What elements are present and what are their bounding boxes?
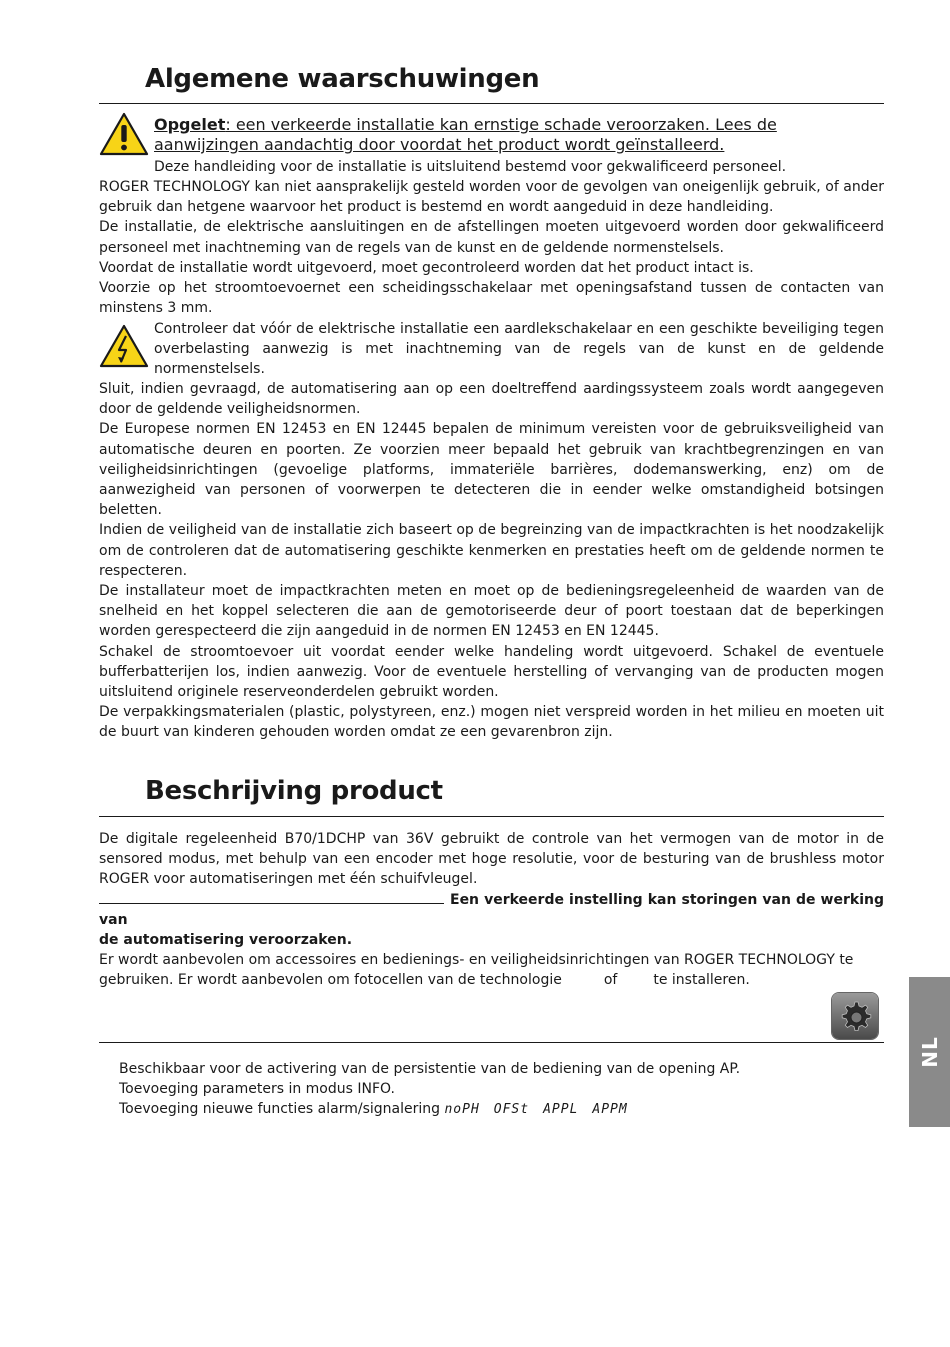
bold-warning-end: de automatisering veroorzaken.	[99, 932, 353, 949]
changelog-rule	[99, 1042, 884, 1043]
paragraph: De Europese normen EN 12453 en EN 12445 bepalen de minimum vereisten voor de gebruiksveiligheid van automatische deuren en poorten. Ze voorzien meer bepaald het gebruik van krachtbegrenzingen en van veiligheidsinrichtingen (gevoelige platforms, immateriële barrières, dodemanswerking, enz) om de aanwezigheid van personen of voorwerpen te detecteren die in eender welke omstandigheid botsingen beletten.	[99, 421, 884, 519]
blank-underline	[99, 890, 444, 904]
intro-line: Deze handleiding voor de installatie is uitsluitend bestemd voor gekwalificeerd personeel.	[154, 159, 787, 175]
language-tab-label: NL	[917, 1036, 942, 1068]
paragraph-line: gebruiken. Er wordt aanbevolen om fotocellen van de technologie of te installeren.	[99, 972, 750, 989]
changelog-item-alarm: Toevoeging nieuwe functies alarm/signalering noPH OFSt APPL APPM	[119, 1099, 879, 1120]
paragraph: Schakel de stroomtoevoer uit voordat eender welke handeling wordt uitgevoerd. Schakel de eventuele bufferbatterijen los, indien aanwezig. Voor de eventuele herstelling of vervanging van de producten mogen uitsluitend originele reserveonderdelen gebruikt worden.	[99, 643, 884, 701]
paragraph: ROGER TECHNOLOGY kan niet aansprakelijk gesteld worden voor de gevolgen van oneigenlijk gebruik, of ander gebruik dan hetgene waarvoor het product is bestemd en wordt aangeduid in deze handleiding.	[99, 179, 884, 216]
paragraph: De installatie, de elektrische aansluitingen en de afstellingen moeten uitgevoerd worden door gekwalificeerd personeel met inachtneming van de regels van de kunst en de geldende normenstelsels.	[99, 219, 884, 256]
paragraph: De installateur moet de impactkrachten meten en moet op de bedieningsregeleenheid de waarden van de snelheid en het koppel selecteren die aan de gemotoriseerde deur of poort toestaan dat de beperkingen worden gerespecteerd die zijn aangeduid in de normen EN 12453 en EN 12445.	[99, 583, 884, 640]
alarm-code: OFSt	[493, 1102, 530, 1118]
paragraph: Voordat de installatie wordt uitgevoerd, moet gecontroleerd worden dat het product intact is.	[99, 259, 754, 276]
alarm-code: APPM	[592, 1102, 628, 1118]
paragraph: Er wordt aanbevolen om accessoires en bedienings- en veiligheidsinrichtingen van ROGER TECHNOLOGY te	[99, 952, 854, 969]
bold-warning: Een verkeerde instelling kan storingen van de werking van	[99, 891, 884, 928]
gear-icon	[832, 993, 878, 1039]
alarm-code: noPH	[444, 1102, 480, 1118]
paragraphs-block-a	[99, 177, 884, 318]
alarm-codes	[444, 1102, 641, 1117]
changelog-item: Beschikbaar voor de activering van de persistentie van de bediening van de opening AP.	[119, 1061, 741, 1077]
changelog-list	[119, 1059, 879, 1121]
paragraphs-block-b	[99, 379, 884, 743]
product-description	[99, 829, 884, 991]
changelog-item: Toevoeging parameters in modus INFO.	[119, 1081, 395, 1098]
paragraph: Indien de veiligheid van de installatie zich baseert op de begreinzing van de impactkrachten is het noodzakelijk om de controleren dat de automatisering geschikte kenmerken en prestaties heeft om de geldende normen te respecteren.	[99, 522, 884, 579]
warning-lead: Opgelet	[154, 115, 226, 134]
section-title-warnings: Algemene waarschuwingen	[145, 64, 540, 94]
alarm-code: APPL	[543, 1102, 579, 1118]
section-rule	[99, 103, 884, 104]
paragraph: Voorzie op het stroomtoevoernet een scheidingsschakelaar met openingsafstand tussen de contacten van minstens 3 mm.	[99, 280, 884, 317]
language-tab	[909, 977, 950, 1127]
section-title-product: Beschrijving product	[145, 776, 443, 806]
electric-warning-text: Controleer dat vóór de elektrische installatie een aardlekschakelaar en een geschikte beveiliging tegen overbelasting aanwezig is met inachtneming van de regels van de kunst en de geldende normenstelsels.	[154, 321, 884, 378]
paragraph: De digitale regeleenheid B70/1DCHP van 36V gebruikt de controle van het vermogen van de motor in de sensored modus, met behulp van een encoder met hoge resolutie, voor de besturing van de brushless motor ROGER voor automatiseringen met één schuifvleugel.	[99, 831, 884, 888]
paragraph: Sluit, indien gevraagd, de automatisering aan op een doeltreffend aardingssysteem zoals wordt aangegeven door de geldende veiligheidsnormen.	[99, 381, 884, 418]
warning-text: : een verkeerde installatie kan ernstige schade veroorzaken. Lees de aanwijzingen aandachtig door voordat het product wordt geïnstalleerd.	[154, 115, 777, 154]
section-rule	[99, 816, 884, 817]
electric-hazard-icon	[99, 324, 149, 368]
warning-exclamation-icon	[99, 112, 149, 156]
paragraph: De verpakkingsmaterialen (plastic, polystyreen, enz.) mogen niet verspreid worden in het milieu en moeten uit de buurt van kinderen gehouden worden omdat ze een gevarenbron zijn.	[99, 704, 884, 741]
warning-heading	[154, 115, 884, 155]
